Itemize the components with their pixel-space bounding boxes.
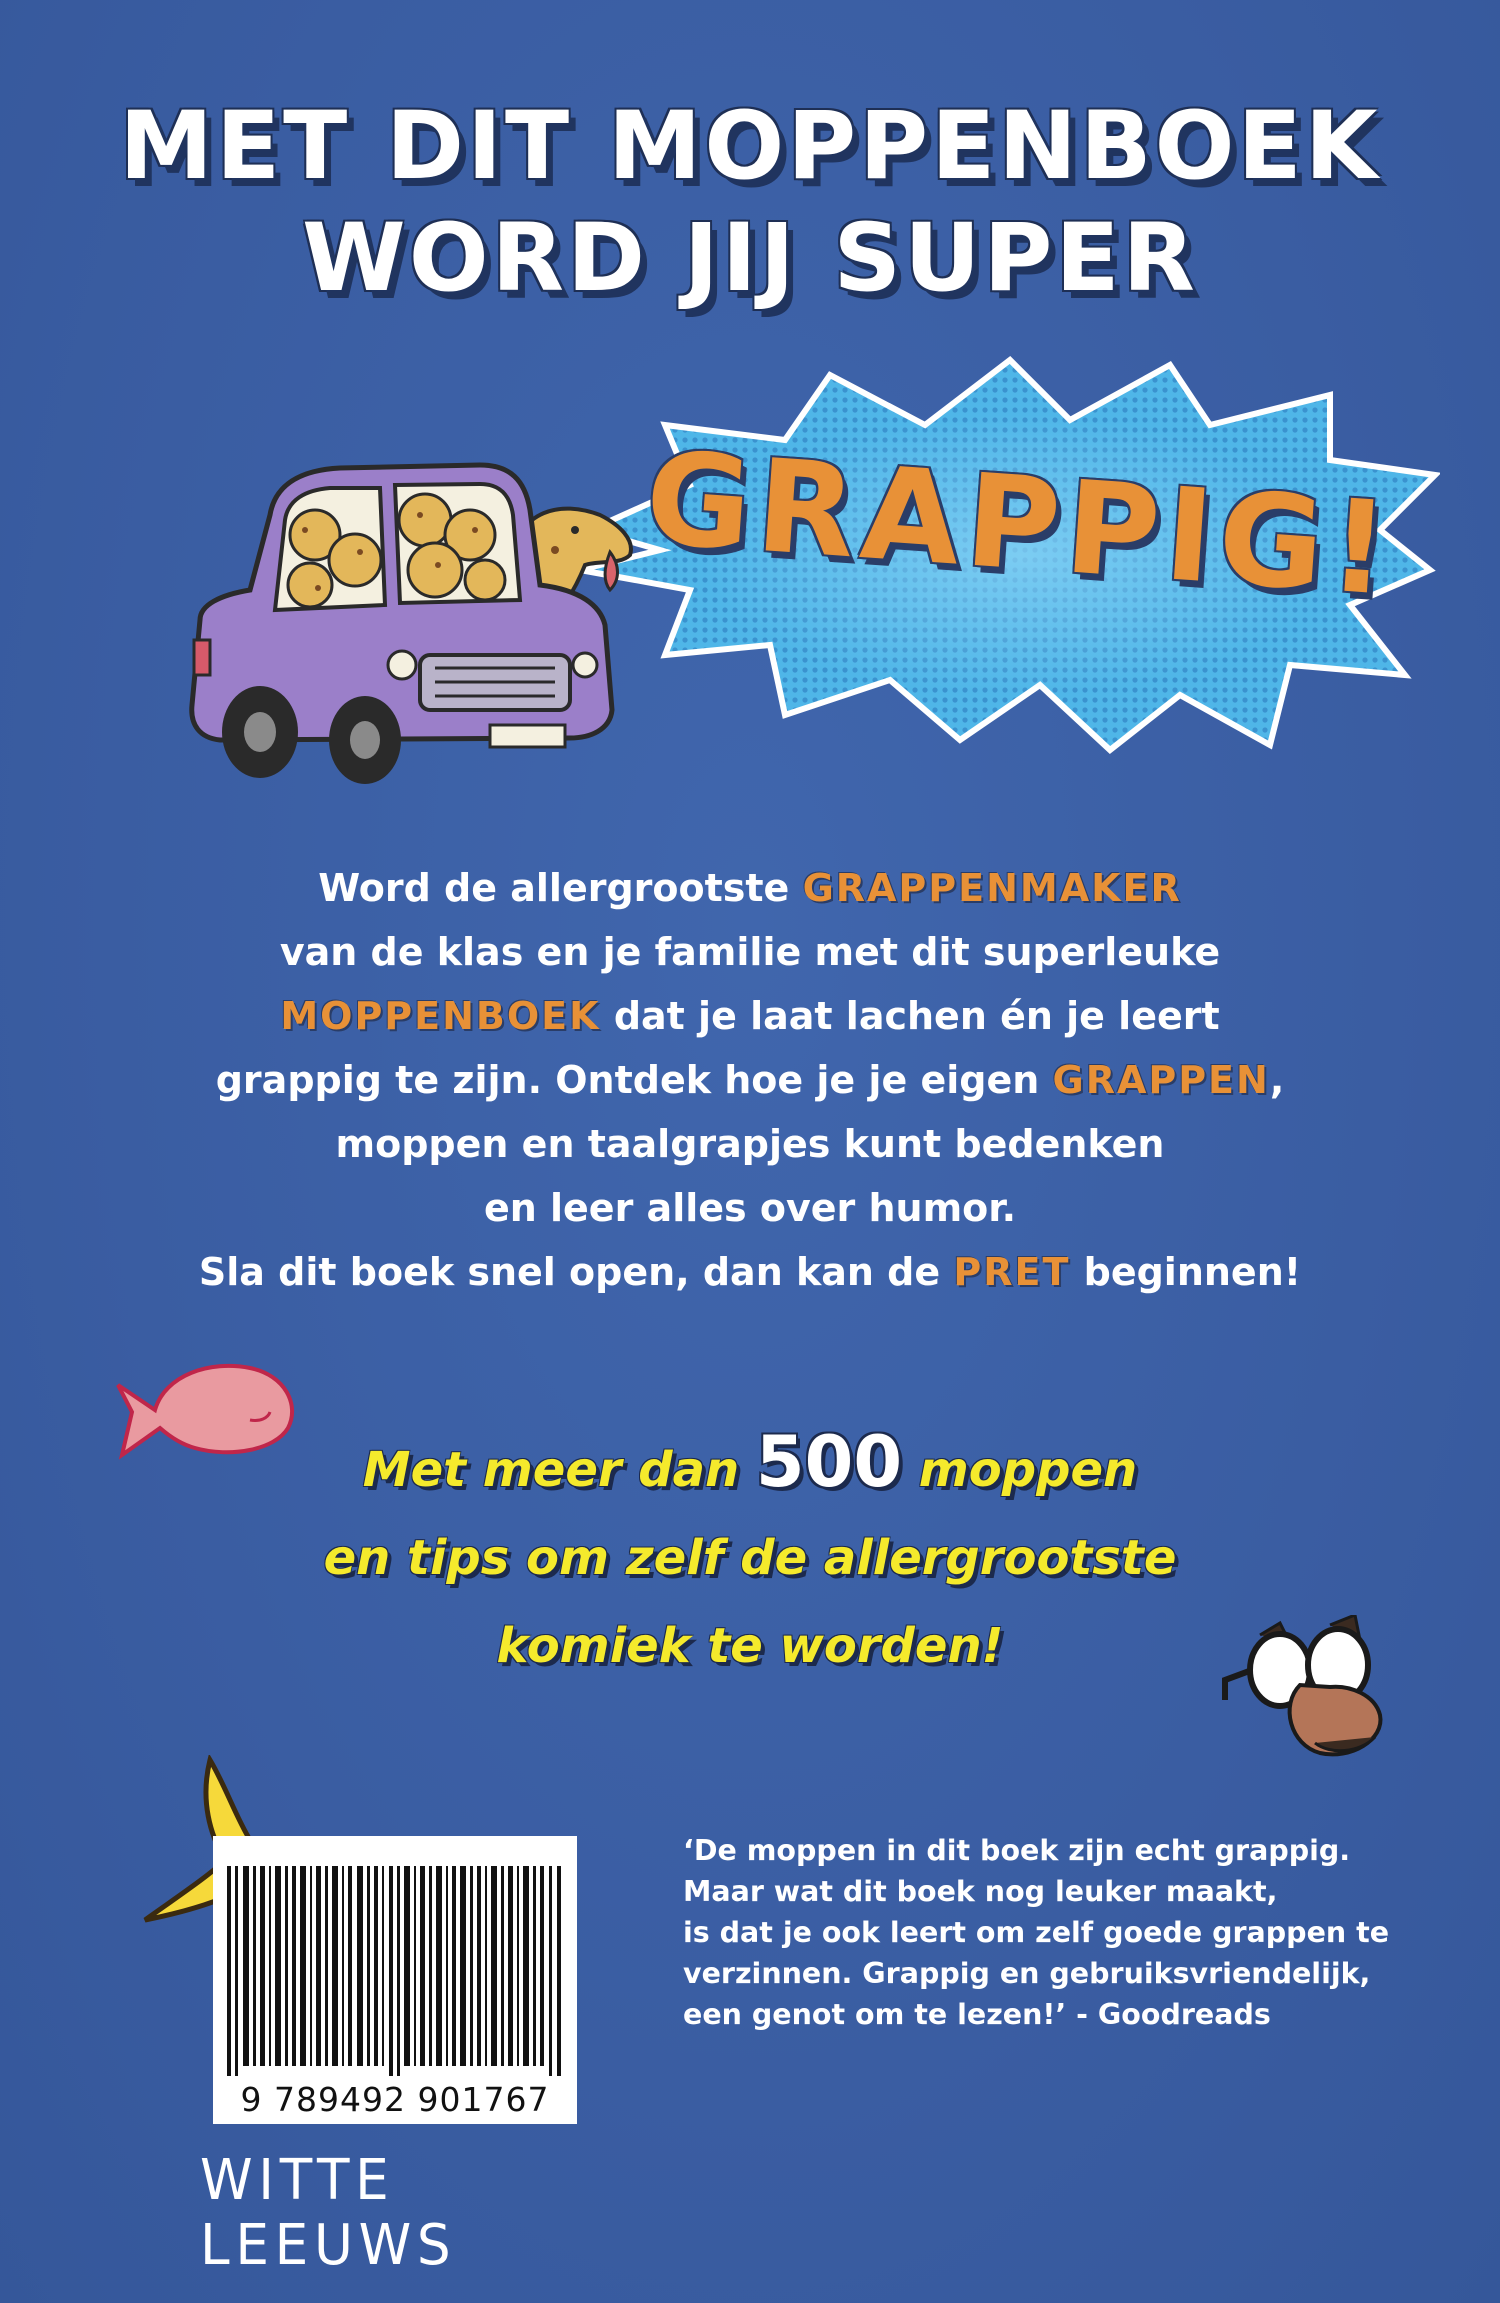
tagline-line-1-text: Met meer dan	[362, 1442, 756, 1498]
speech-burst-icon	[570, 355, 1440, 755]
highlight-moppenboek: MOPPENBOEK	[280, 994, 601, 1038]
blurb-line-4-text: grappig te zijn. Ontdek hoe je je eigen	[215, 1058, 1053, 1102]
burst-text: GRAPPIG!	[641, 424, 1399, 625]
quote-line-3: is dat je ook leert om zelf goede grappen te	[683, 1916, 1390, 1949]
blurb-line-4	[100, 1048, 1400, 1112]
tagline-number: 500	[755, 1421, 903, 1503]
blurb-line-7-text: Sla dit boek snel open, dan kan de	[198, 1250, 954, 1294]
review-quote	[683, 1830, 1423, 2035]
tagline	[100, 1418, 1400, 1690]
blurb-line-3-text: dat je laat lachen én je leert	[600, 994, 1220, 1038]
barcode	[213, 1836, 577, 2124]
blurb-line-7	[100, 1240, 1400, 1304]
blurb-line-3	[100, 984, 1400, 1048]
publisher-logo: WITTE LEEUWS	[200, 2148, 457, 2278]
tagline-line-1	[100, 1418, 1400, 1514]
headline-line-2: WORD JIJ SUPER	[302, 204, 1198, 313]
quote-line-5: een genot om te lezen!’ - Goodreads	[683, 1998, 1271, 2031]
highlight-grappenmaker: GRAPPENMAKER	[802, 866, 1182, 910]
tagline-line-1-end: moppen	[902, 1442, 1138, 1498]
highlight-grappen: GRAPPEN	[1052, 1058, 1270, 1102]
blurb-line-2: van de klas en je familie met dit superleuke	[279, 930, 1221, 974]
quote-line-1: ‘De moppen in dit boek zijn echt grappig.	[683, 1834, 1351, 1867]
blurb-line-1-text: Word de allergrootste	[318, 866, 803, 910]
blurb-line-5: moppen en taalgrapjes kunt bedenken	[335, 1122, 1165, 1166]
blurb-line-6: en leer alles over humor.	[483, 1186, 1017, 1230]
tagline-line-2: en tips om zelf de allergrootste	[323, 1530, 1177, 1586]
glasses-nose-disguise-icon	[1220, 1615, 1395, 1765]
barcode-bars	[227, 1866, 567, 2076]
blurb-line-1	[100, 856, 1400, 920]
quote-line-4: verzinnen. Grappig en gebruiksvriendelijk,	[683, 1957, 1371, 1990]
highlight-pret: PRET	[953, 1250, 1071, 1294]
car-with-hyenas-illustration	[180, 440, 650, 790]
headline-line-1: MET DIT MOPPENBOEK	[119, 92, 1381, 201]
blurb-text	[100, 856, 1400, 1304]
blurb-line-7-end: beginnen!	[1070, 1250, 1302, 1294]
tagline-line-3: komiek te worden!	[496, 1618, 1004, 1674]
blurb-line-4-comma: ,	[1269, 1058, 1285, 1102]
quote-line-2: Maar wat dit boek nog leuker maakt,	[683, 1875, 1278, 1908]
barcode-number: 9 789492 901767	[240, 2080, 550, 2119]
